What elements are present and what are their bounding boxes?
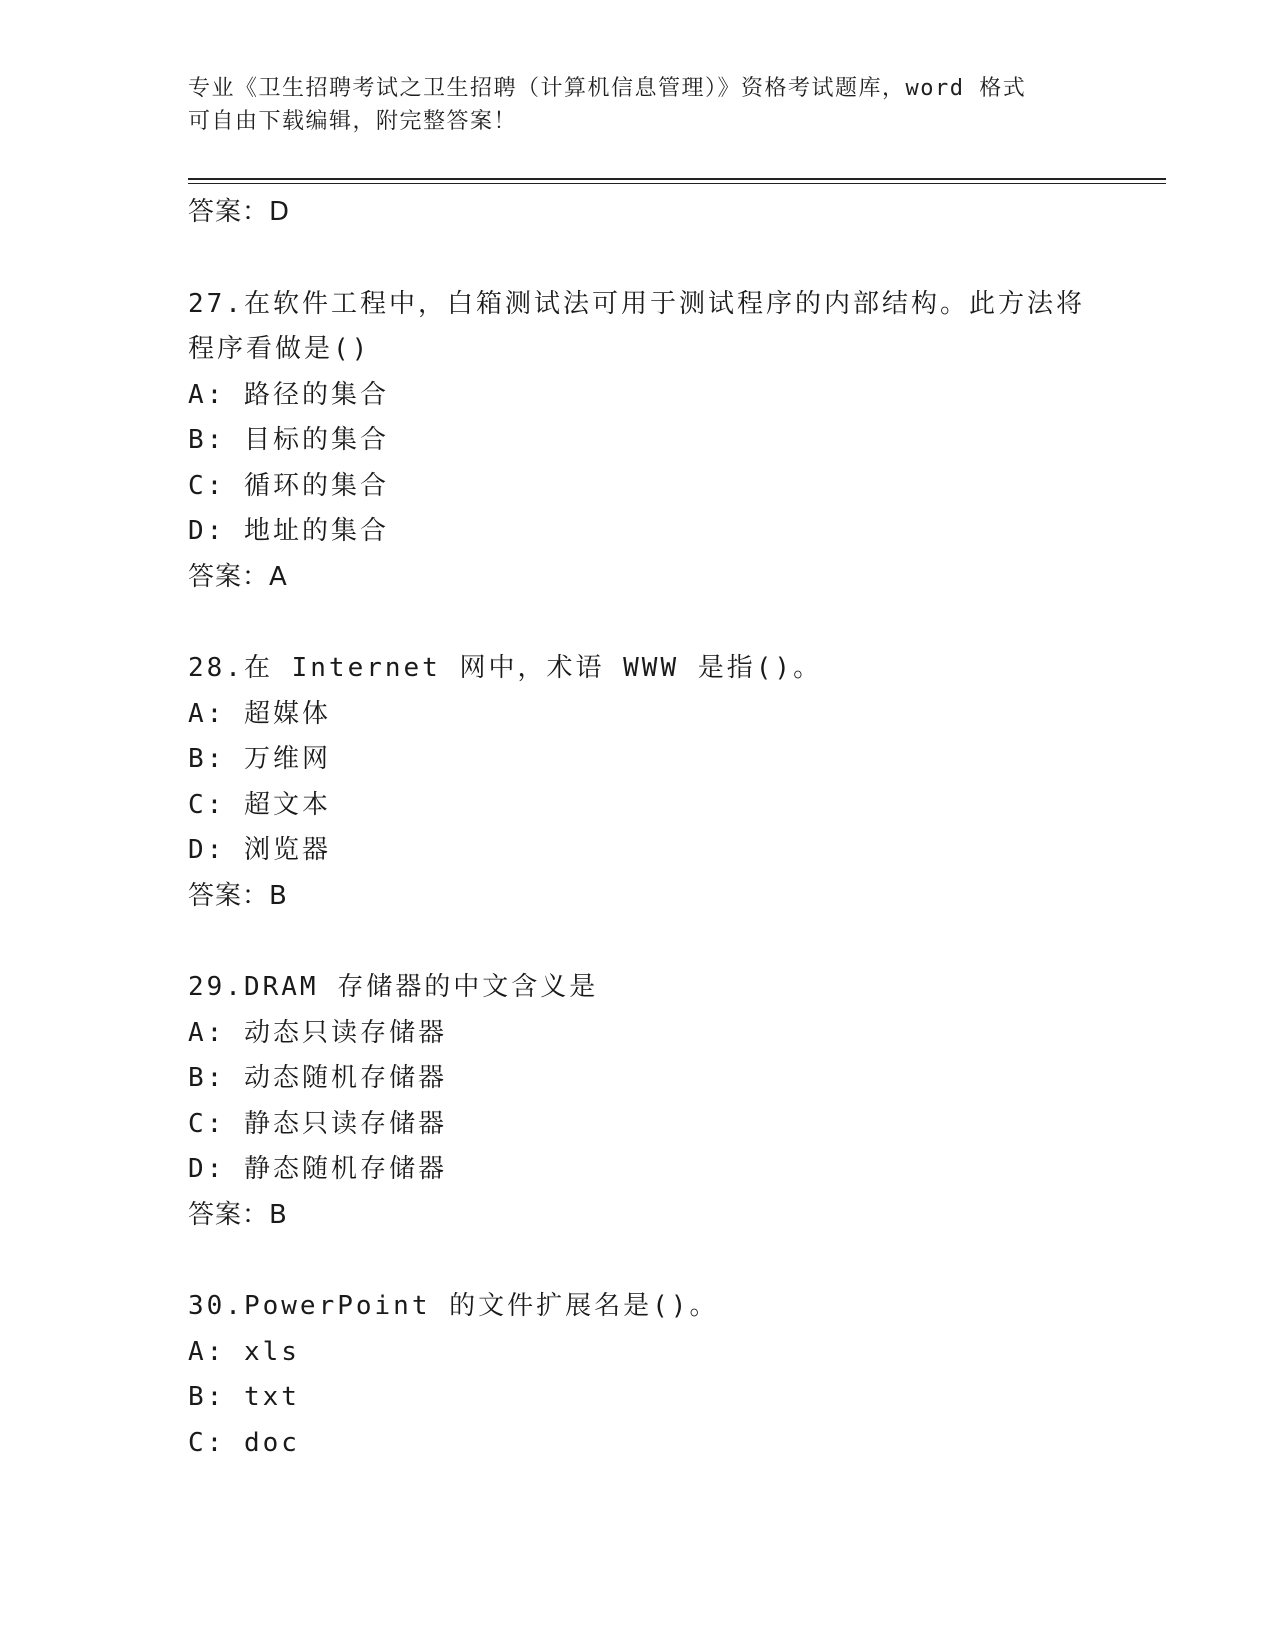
spacer (188, 600, 1148, 646)
option-a: A: 路径的集合 (188, 379, 389, 410)
header-title-line-2: 可自由下载编辑，附完整答案！ (188, 109, 518, 134)
question-text: 28.在 Internet 网中，术语 WWW 是指()。 (188, 653, 823, 683)
previous-answer: 答案：D (188, 197, 291, 227)
question-text: 30.PowerPoint 的文件扩展名是()。 (188, 1291, 719, 1321)
question-list (188, 190, 1148, 1466)
option-c: C: 静态只读存储器 (188, 1108, 447, 1139)
option-d: D: 地址的集合 (188, 516, 389, 546)
question-text: 29.DRAM 存储器的中文含义是 (188, 972, 599, 1002)
option-b: B: txt (188, 1382, 300, 1412)
spacer (188, 236, 1148, 282)
option-b: B: 万维网 (188, 744, 331, 774)
spacer (188, 1238, 1148, 1284)
question-30 (188, 1284, 1148, 1466)
option-c: C: doc (188, 1427, 300, 1458)
option-a: A: 动态只读存储器 (188, 1017, 447, 1048)
option-d: D: 浏览器 (188, 835, 331, 865)
answer: 答案：B (188, 1199, 288, 1230)
answer: 答案：B (188, 880, 288, 911)
header-divider-thick (188, 178, 1166, 180)
option-c: C: 超文本 (188, 789, 331, 820)
option-a: A: xls (188, 1336, 300, 1367)
question-28 (188, 646, 1148, 919)
question-text-cont: 程序看做是() (188, 334, 371, 364)
option-a: A: 超媒体 (188, 698, 331, 729)
question-29 (188, 965, 1148, 1238)
option-b: B: 动态随机存储器 (188, 1063, 447, 1093)
question-27 (188, 282, 1148, 601)
header-title-line-1: 专业《卫生招聘考试之卫生招聘（计算机信息管理）》资格考试题库，word 格式 (188, 76, 1027, 101)
spacer (188, 919, 1148, 965)
option-d: D: 静态随机存储器 (188, 1154, 447, 1184)
question-text: 27.在软件工程中，白箱测试法可用于测试程序的内部结构。此方法将 (188, 288, 1085, 319)
option-c: C: 循环的集合 (188, 470, 389, 501)
document-header (188, 72, 1088, 138)
answer: 答案：A (188, 561, 288, 592)
option-b: B: 目标的集合 (188, 425, 389, 455)
header-divider-thin (188, 183, 1166, 184)
